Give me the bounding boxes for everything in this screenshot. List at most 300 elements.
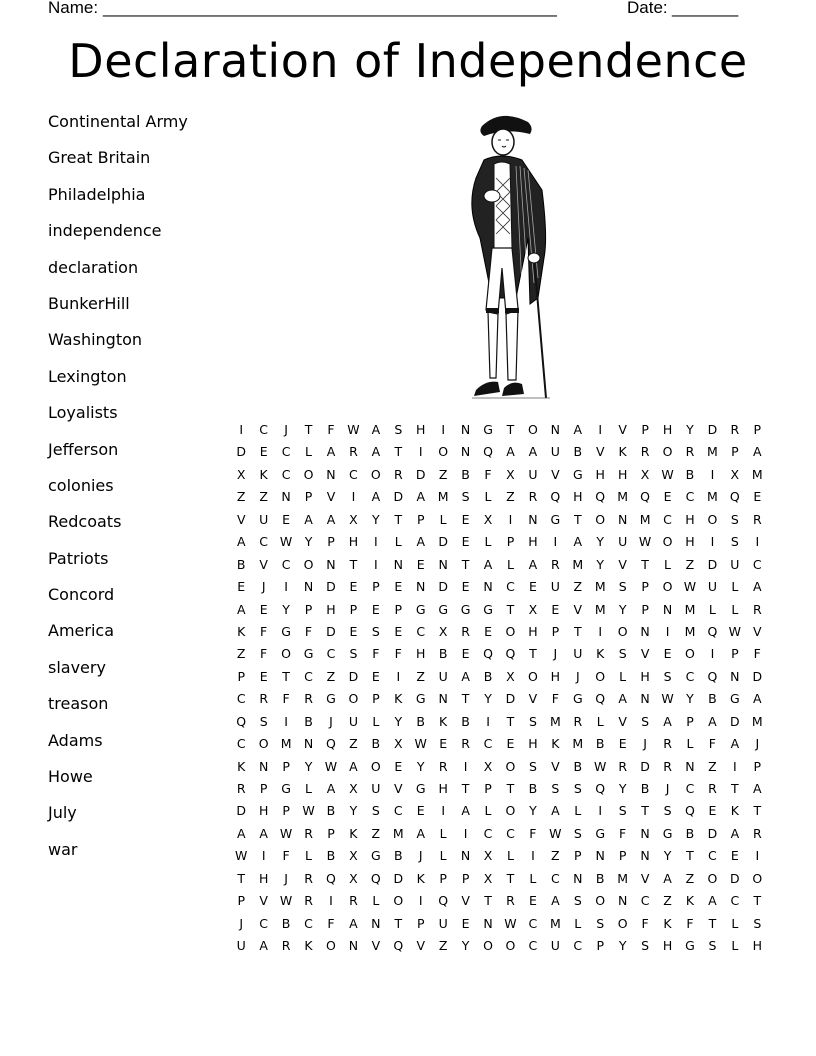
grid-cell[interactable]: I <box>733 758 737 774</box>
grid-cell[interactable]: S <box>753 915 762 931</box>
grid-cell[interactable]: H <box>528 534 538 550</box>
grid-cell[interactable]: M <box>707 444 718 460</box>
grid-cell[interactable]: I <box>239 422 244 437</box>
grid-cell[interactable]: A <box>371 444 381 460</box>
grid-cell[interactable]: G <box>483 601 493 617</box>
grid-cell[interactable]: X <box>730 466 740 482</box>
grid-cell[interactable]: N <box>438 556 448 572</box>
grid-cell[interactable]: D <box>348 668 359 684</box>
grid-cell[interactable]: O <box>617 623 628 639</box>
grid-cell[interactable]: Q <box>707 623 718 639</box>
grid-cell[interactable]: O <box>303 556 314 572</box>
grid-cell[interactable]: E <box>282 511 291 527</box>
grid-cell[interactable]: L <box>686 736 694 752</box>
grid-cell[interactable]: I <box>710 466 715 482</box>
grid-cell[interactable]: H <box>438 781 448 796</box>
grid-cell[interactable]: E <box>259 444 268 460</box>
grid-cell[interactable]: D <box>707 422 718 437</box>
grid-cell[interactable]: S <box>573 825 582 841</box>
grid-cell[interactable]: C <box>236 736 246 752</box>
grid-cell[interactable]: I <box>710 646 715 662</box>
grid-cell[interactable]: N <box>303 579 314 595</box>
grid-cell[interactable]: W <box>279 893 293 909</box>
grid-cell[interactable]: E <box>237 579 246 595</box>
grid-cell[interactable]: B <box>685 825 695 841</box>
grid-cell[interactable]: I <box>531 848 535 864</box>
grid-cell[interactable]: T <box>573 623 582 639</box>
grid-cell[interactable]: T <box>753 893 762 909</box>
grid-cell[interactable]: G <box>730 691 740 707</box>
grid-cell[interactable]: P <box>349 601 358 617</box>
grid-cell[interactable]: U <box>550 938 560 954</box>
grid-cell[interactable]: T <box>506 781 515 796</box>
grid-cell[interactable]: R <box>663 758 672 774</box>
grid-cell[interactable]: R <box>685 444 695 460</box>
grid-cell[interactable]: S <box>573 893 582 909</box>
grid-cell[interactable]: F <box>282 691 290 707</box>
grid-cell[interactable]: F <box>260 623 268 639</box>
grid-cell[interactable]: P <box>327 825 335 841</box>
grid-cell[interactable]: S <box>618 646 627 662</box>
grid-cell[interactable]: R <box>259 691 268 707</box>
grid-cell[interactable]: M <box>707 489 718 505</box>
grid-cell[interactable]: X <box>349 870 358 886</box>
grid-cell[interactable]: A <box>551 803 560 819</box>
grid-cell[interactable]: W <box>279 825 293 841</box>
grid-cell[interactable]: B <box>393 848 403 864</box>
grid-cell[interactable]: K <box>237 758 246 774</box>
grid-cell[interactable]: D <box>438 579 448 595</box>
grid-cell[interactable]: J <box>284 870 288 886</box>
grid-cell[interactable]: A <box>708 713 717 729</box>
grid-cell[interactable]: M <box>572 736 584 752</box>
grid-cell[interactable]: I <box>284 713 288 729</box>
grid-cell[interactable]: Z <box>685 870 695 886</box>
grid-cell[interactable]: T <box>394 915 403 931</box>
grid-cell[interactable]: B <box>326 803 336 819</box>
grid-cell[interactable]: M <box>392 825 404 841</box>
grid-cell[interactable]: V <box>573 601 583 617</box>
grid-cell[interactable]: H <box>595 466 605 482</box>
grid-cell[interactable]: W <box>235 848 248 864</box>
grid-cell[interactable]: G <box>415 601 426 617</box>
grid-cell[interactable]: B <box>438 646 448 662</box>
grid-cell[interactable]: K <box>394 691 403 707</box>
grid-cell[interactable]: B <box>281 915 291 931</box>
grid-cell[interactable]: Q <box>236 713 247 729</box>
grid-cell[interactable]: P <box>416 511 425 527</box>
grid-cell[interactable]: Q <box>550 489 561 505</box>
grid-cell[interactable]: A <box>236 601 246 617</box>
grid-cell[interactable]: B <box>595 736 605 752</box>
grid-cell[interactable]: A <box>259 825 268 841</box>
grid-cell[interactable]: G <box>415 691 426 707</box>
grid-cell[interactable]: L <box>439 511 447 527</box>
grid-cell[interactable]: Y <box>372 511 380 527</box>
grid-cell[interactable]: F <box>529 825 537 841</box>
grid-cell[interactable]: J <box>239 915 244 931</box>
grid-cell[interactable]: S <box>730 511 739 527</box>
grid-cell[interactable]: M <box>594 601 606 617</box>
grid-cell[interactable]: T <box>753 803 762 819</box>
grid-cell[interactable]: O <box>595 511 606 527</box>
grid-cell[interactable]: E <box>506 736 515 752</box>
grid-cell[interactable]: B <box>236 556 246 572</box>
grid-cell[interactable]: D <box>236 803 247 819</box>
grid-cell[interactable]: U <box>707 579 717 595</box>
grid-cell[interactable]: W <box>324 758 338 774</box>
grid-cell[interactable]: W <box>347 422 360 437</box>
grid-cell[interactable]: O <box>281 646 292 662</box>
grid-cell[interactable]: H <box>416 422 426 437</box>
grid-cell[interactable]: O <box>527 668 538 684</box>
grid-cell[interactable]: N <box>483 915 493 931</box>
grid-cell[interactable]: A <box>304 511 313 527</box>
grid-cell[interactable]: T <box>708 915 717 931</box>
grid-cell[interactable]: Y <box>618 938 627 954</box>
grid-cell[interactable]: Z <box>259 489 268 505</box>
grid-cell[interactable]: G <box>438 601 448 617</box>
grid-cell[interactable]: P <box>394 601 403 617</box>
grid-cell[interactable]: A <box>730 825 740 841</box>
grid-cell[interactable]: A <box>753 781 762 796</box>
grid-cell[interactable]: L <box>506 556 514 572</box>
grid-cell[interactable]: P <box>551 623 560 639</box>
grid-cell[interactable]: C <box>506 825 515 841</box>
grid-cell[interactable]: R <box>304 870 313 886</box>
grid-cell[interactable]: T <box>394 444 403 460</box>
grid-cell[interactable]: C <box>259 534 269 550</box>
grid-cell[interactable]: I <box>598 623 603 639</box>
grid-cell[interactable]: R <box>663 736 672 752</box>
grid-cell[interactable]: E <box>349 579 358 595</box>
grid-cell[interactable]: P <box>282 758 290 774</box>
grid-cell[interactable]: D <box>640 758 650 774</box>
grid-cell[interactable]: A <box>528 556 538 572</box>
grid-cell[interactable]: C <box>506 579 515 595</box>
grid-cell[interactable]: T <box>506 713 515 729</box>
grid-cell[interactable]: D <box>236 444 247 460</box>
grid-cell[interactable]: H <box>348 534 359 550</box>
grid-cell[interactable]: X <box>349 511 358 527</box>
grid-cell[interactable]: V <box>371 938 381 954</box>
grid-cell[interactable]: O <box>707 870 718 886</box>
grid-cell[interactable]: X <box>483 870 493 886</box>
grid-cell[interactable]: Z <box>236 646 246 662</box>
grid-cell[interactable]: L <box>484 489 492 505</box>
grid-cell[interactable]: Z <box>551 848 560 864</box>
grid-cell[interactable]: A <box>483 556 493 572</box>
grid-cell[interactable]: E <box>371 601 380 617</box>
grid-cell[interactable]: B <box>483 668 493 684</box>
grid-cell[interactable]: L <box>619 668 627 684</box>
grid-cell[interactable]: G <box>281 623 291 639</box>
grid-cell[interactable]: S <box>663 668 672 684</box>
grid-cell[interactable]: F <box>551 691 559 707</box>
grid-cell[interactable]: E <box>394 758 403 774</box>
grid-cell[interactable]: V <box>753 623 762 639</box>
grid-cell[interactable]: O <box>617 915 628 931</box>
grid-cell[interactable]: U <box>618 534 628 550</box>
grid-cell[interactable]: T <box>506 601 515 617</box>
grid-cell[interactable]: O <box>707 511 718 527</box>
grid-cell[interactable]: W <box>594 758 607 774</box>
grid-cell[interactable]: I <box>755 534 760 550</box>
grid-cell[interactable]: S <box>663 803 672 819</box>
grid-cell[interactable]: N <box>348 938 359 954</box>
grid-cell[interactable]: U <box>573 646 583 662</box>
grid-cell[interactable]: L <box>305 444 313 460</box>
grid-cell[interactable]: A <box>236 825 246 841</box>
grid-cell[interactable]: F <box>327 915 335 931</box>
grid-cell[interactable]: A <box>461 668 470 684</box>
grid-cell[interactable]: K <box>618 444 627 460</box>
grid-cell[interactable]: C <box>349 466 358 482</box>
grid-cell[interactable]: A <box>618 691 627 707</box>
grid-cell[interactable]: H <box>528 736 538 752</box>
grid-cell[interactable]: V <box>259 893 268 909</box>
grid-cell[interactable]: V <box>551 758 560 774</box>
grid-cell[interactable]: T <box>641 556 649 572</box>
grid-cell[interactable]: L <box>596 713 604 729</box>
grid-cell[interactable]: E <box>663 489 672 505</box>
grid-cell[interactable]: O <box>258 736 269 752</box>
grid-cell[interactable]: V <box>236 511 246 527</box>
grid-cell[interactable]: N <box>371 915 381 931</box>
grid-cell[interactable]: K <box>237 623 246 639</box>
grid-cell[interactable]: O <box>527 422 538 437</box>
grid-cell[interactable]: N <box>730 668 740 684</box>
grid-cell[interactable]: U <box>438 668 448 684</box>
grid-cell[interactable]: V <box>551 466 560 482</box>
grid-cell[interactable]: Z <box>416 668 425 684</box>
grid-cell[interactable]: Y <box>461 938 470 954</box>
grid-cell[interactable]: N <box>460 848 471 864</box>
grid-cell[interactable]: X <box>349 848 358 864</box>
grid-cell[interactable]: R <box>752 601 762 617</box>
grid-cell[interactable]: V <box>640 870 650 886</box>
grid-cell[interactable]: Y <box>596 534 605 550</box>
grid-cell[interactable]: B <box>708 691 717 707</box>
grid-cell[interactable]: A <box>326 511 336 527</box>
grid-cell[interactable]: C <box>573 938 583 954</box>
grid-cell[interactable]: V <box>618 422 627 437</box>
grid-cell[interactable]: K <box>304 938 313 954</box>
grid-cell[interactable]: Y <box>529 803 537 819</box>
grid-cell[interactable]: K <box>730 803 739 819</box>
grid-cell[interactable]: I <box>463 825 468 841</box>
grid-cell[interactable]: N <box>550 422 561 437</box>
grid-cell[interactable]: Q <box>438 893 449 909</box>
grid-cell[interactable]: E <box>461 534 470 550</box>
grid-cell[interactable]: G <box>281 781 291 796</box>
grid-cell[interactable]: M <box>617 489 629 505</box>
grid-cell[interactable]: P <box>416 915 425 931</box>
grid-cell[interactable]: K <box>685 893 695 909</box>
grid-cell[interactable]: E <box>461 646 470 662</box>
grid-cell[interactable]: E <box>259 668 268 684</box>
grid-cell[interactable]: C <box>685 668 695 684</box>
grid-cell[interactable]: R <box>304 691 313 707</box>
grid-cell[interactable]: Y <box>618 781 627 796</box>
grid-cell[interactable]: A <box>528 444 538 460</box>
grid-cell[interactable]: U <box>371 781 381 796</box>
grid-cell[interactable]: O <box>662 534 673 550</box>
grid-cell[interactable]: C <box>752 556 762 572</box>
grid-cell[interactable]: T <box>461 781 470 796</box>
grid-cell[interactable]: V <box>640 646 650 662</box>
grid-cell[interactable]: T <box>506 422 515 437</box>
grid-cell[interactable]: P <box>304 601 313 617</box>
grid-cell[interactable]: E <box>461 579 470 595</box>
grid-cell[interactable]: C <box>685 489 695 505</box>
grid-cell[interactable]: M <box>437 489 449 505</box>
grid-cell[interactable]: Q <box>505 646 516 662</box>
grid-cell[interactable]: P <box>237 668 245 684</box>
grid-cell[interactable]: I <box>374 556 378 572</box>
grid-cell[interactable]: T <box>394 511 403 527</box>
grid-cell[interactable]: L <box>708 601 716 617</box>
grid-cell[interactable]: S <box>371 803 380 819</box>
grid-cell[interactable]: B <box>461 466 470 482</box>
grid-cell[interactable]: S <box>551 781 560 796</box>
grid-cell[interactable]: P <box>304 489 313 505</box>
grid-cell[interactable]: B <box>304 713 313 729</box>
grid-cell[interactable]: P <box>461 870 470 886</box>
grid-cell[interactable]: O <box>505 758 516 774</box>
grid-cell[interactable]: E <box>663 646 672 662</box>
grid-cell[interactable]: Q <box>595 691 606 707</box>
grid-cell[interactable]: C <box>708 848 717 864</box>
grid-cell[interactable]: Q <box>640 489 651 505</box>
grid-cell[interactable]: I <box>374 534 378 550</box>
grid-cell[interactable]: Y <box>282 601 290 617</box>
grid-cell[interactable]: Q <box>595 781 606 796</box>
grid-cell[interactable]: Q <box>729 489 740 505</box>
grid-cell[interactable]: L <box>394 534 402 550</box>
grid-cell[interactable]: P <box>753 758 762 774</box>
grid-cell[interactable]: G <box>550 511 561 527</box>
grid-cell[interactable]: K <box>596 646 605 662</box>
grid-cell[interactable]: Y <box>686 691 694 707</box>
grid-cell[interactable]: Z <box>573 579 583 595</box>
grid-cell[interactable]: F <box>641 915 649 931</box>
grid-cell[interactable]: H <box>662 422 673 437</box>
grid-cell[interactable]: L <box>731 938 739 954</box>
grid-cell[interactable]: Y <box>349 803 358 819</box>
grid-cell[interactable]: Z <box>708 758 717 774</box>
grid-cell[interactable]: Q <box>326 736 336 752</box>
grid-cell[interactable]: K <box>551 736 560 752</box>
grid-cell[interactable]: I <box>665 623 670 639</box>
grid-cell[interactable]: P <box>574 848 582 864</box>
grid-cell[interactable]: F <box>753 646 761 662</box>
grid-cell[interactable]: N <box>662 601 673 617</box>
grid-cell[interactable]: E <box>439 736 448 752</box>
grid-cell[interactable]: H <box>752 938 762 954</box>
grid-cell[interactable]: N <box>393 556 403 572</box>
grid-cell[interactable]: R <box>551 556 560 572</box>
grid-cell[interactable]: C <box>304 668 313 684</box>
grid-cell[interactable]: P <box>686 713 694 729</box>
grid-cell[interactable]: X <box>236 466 246 482</box>
grid-cell[interactable]: Y <box>304 758 313 774</box>
grid-cell[interactable]: A <box>326 444 336 460</box>
grid-cell[interactable]: O <box>483 938 493 954</box>
grid-cell[interactable]: E <box>416 556 425 572</box>
grid-cell[interactable]: P <box>372 579 380 595</box>
grid-cell[interactable]: V <box>618 713 627 729</box>
grid-cell[interactable]: P <box>596 938 604 954</box>
date-field[interactable]: _______ <box>672 0 739 17</box>
grid-cell[interactable]: H <box>662 938 673 954</box>
grid-cell[interactable]: R <box>393 466 403 482</box>
grid-cell[interactable]: O <box>505 803 516 819</box>
grid-cell[interactable]: L <box>439 848 447 864</box>
grid-cell[interactable]: Q <box>393 938 404 954</box>
grid-cell[interactable]: J <box>755 736 760 752</box>
grid-cell[interactable]: I <box>418 893 423 909</box>
grid-cell[interactable]: J <box>261 579 266 595</box>
grid-cell[interactable]: A <box>551 893 560 909</box>
grid-cell[interactable]: Q <box>595 489 606 505</box>
grid-cell[interactable]: A <box>573 534 583 550</box>
grid-cell[interactable]: D <box>438 534 448 550</box>
grid-cell[interactable]: P <box>641 579 649 595</box>
grid-cell[interactable]: K <box>439 713 448 729</box>
grid-cell[interactable]: G <box>371 848 381 864</box>
grid-cell[interactable]: D <box>326 623 336 639</box>
grid-cell[interactable]: E <box>371 668 380 684</box>
grid-cell[interactable]: E <box>461 915 470 931</box>
grid-cell[interactable]: N <box>460 444 471 460</box>
grid-cell[interactable]: T <box>506 870 515 886</box>
grid-cell[interactable]: E <box>349 623 358 639</box>
grid-cell[interactable]: W <box>279 534 293 550</box>
grid-cell[interactable]: B <box>573 444 583 460</box>
grid-cell[interactable]: O <box>752 870 763 886</box>
grid-cell[interactable]: N <box>640 825 650 841</box>
grid-cell[interactable]: E <box>259 601 268 617</box>
grid-cell[interactable]: G <box>415 781 426 796</box>
grid-cell[interactable]: P <box>327 534 335 550</box>
grid-cell[interactable]: G <box>303 646 314 662</box>
grid-cell[interactable]: R <box>438 758 448 774</box>
grid-cell[interactable]: C <box>640 893 650 909</box>
grid-cell[interactable]: I <box>463 758 468 774</box>
grid-cell[interactable]: Z <box>349 736 358 752</box>
grid-cell[interactable]: S <box>528 713 537 729</box>
grid-cell[interactable]: M <box>549 713 561 729</box>
grid-cell[interactable]: X <box>349 781 358 796</box>
grid-cell[interactable]: L <box>372 713 380 729</box>
grid-cell[interactable]: D <box>707 556 718 572</box>
grid-cell[interactable]: V <box>461 893 470 909</box>
grid-cell[interactable]: N <box>483 579 493 595</box>
grid-cell[interactable]: J <box>643 736 647 752</box>
grid-cell[interactable]: Z <box>506 489 515 505</box>
grid-cell[interactable]: U <box>550 579 560 595</box>
grid-cell[interactable]: V <box>595 444 605 460</box>
grid-cell[interactable]: P <box>506 534 515 550</box>
grid-cell[interactable]: P <box>731 444 739 460</box>
grid-cell[interactable]: N <box>438 691 448 707</box>
grid-cell[interactable]: C <box>281 556 291 572</box>
grid-cell[interactable]: C <box>685 781 695 796</box>
grid-cell[interactable]: B <box>371 736 381 752</box>
grid-cell[interactable]: P <box>237 893 245 909</box>
grid-cell[interactable]: O <box>326 938 336 954</box>
